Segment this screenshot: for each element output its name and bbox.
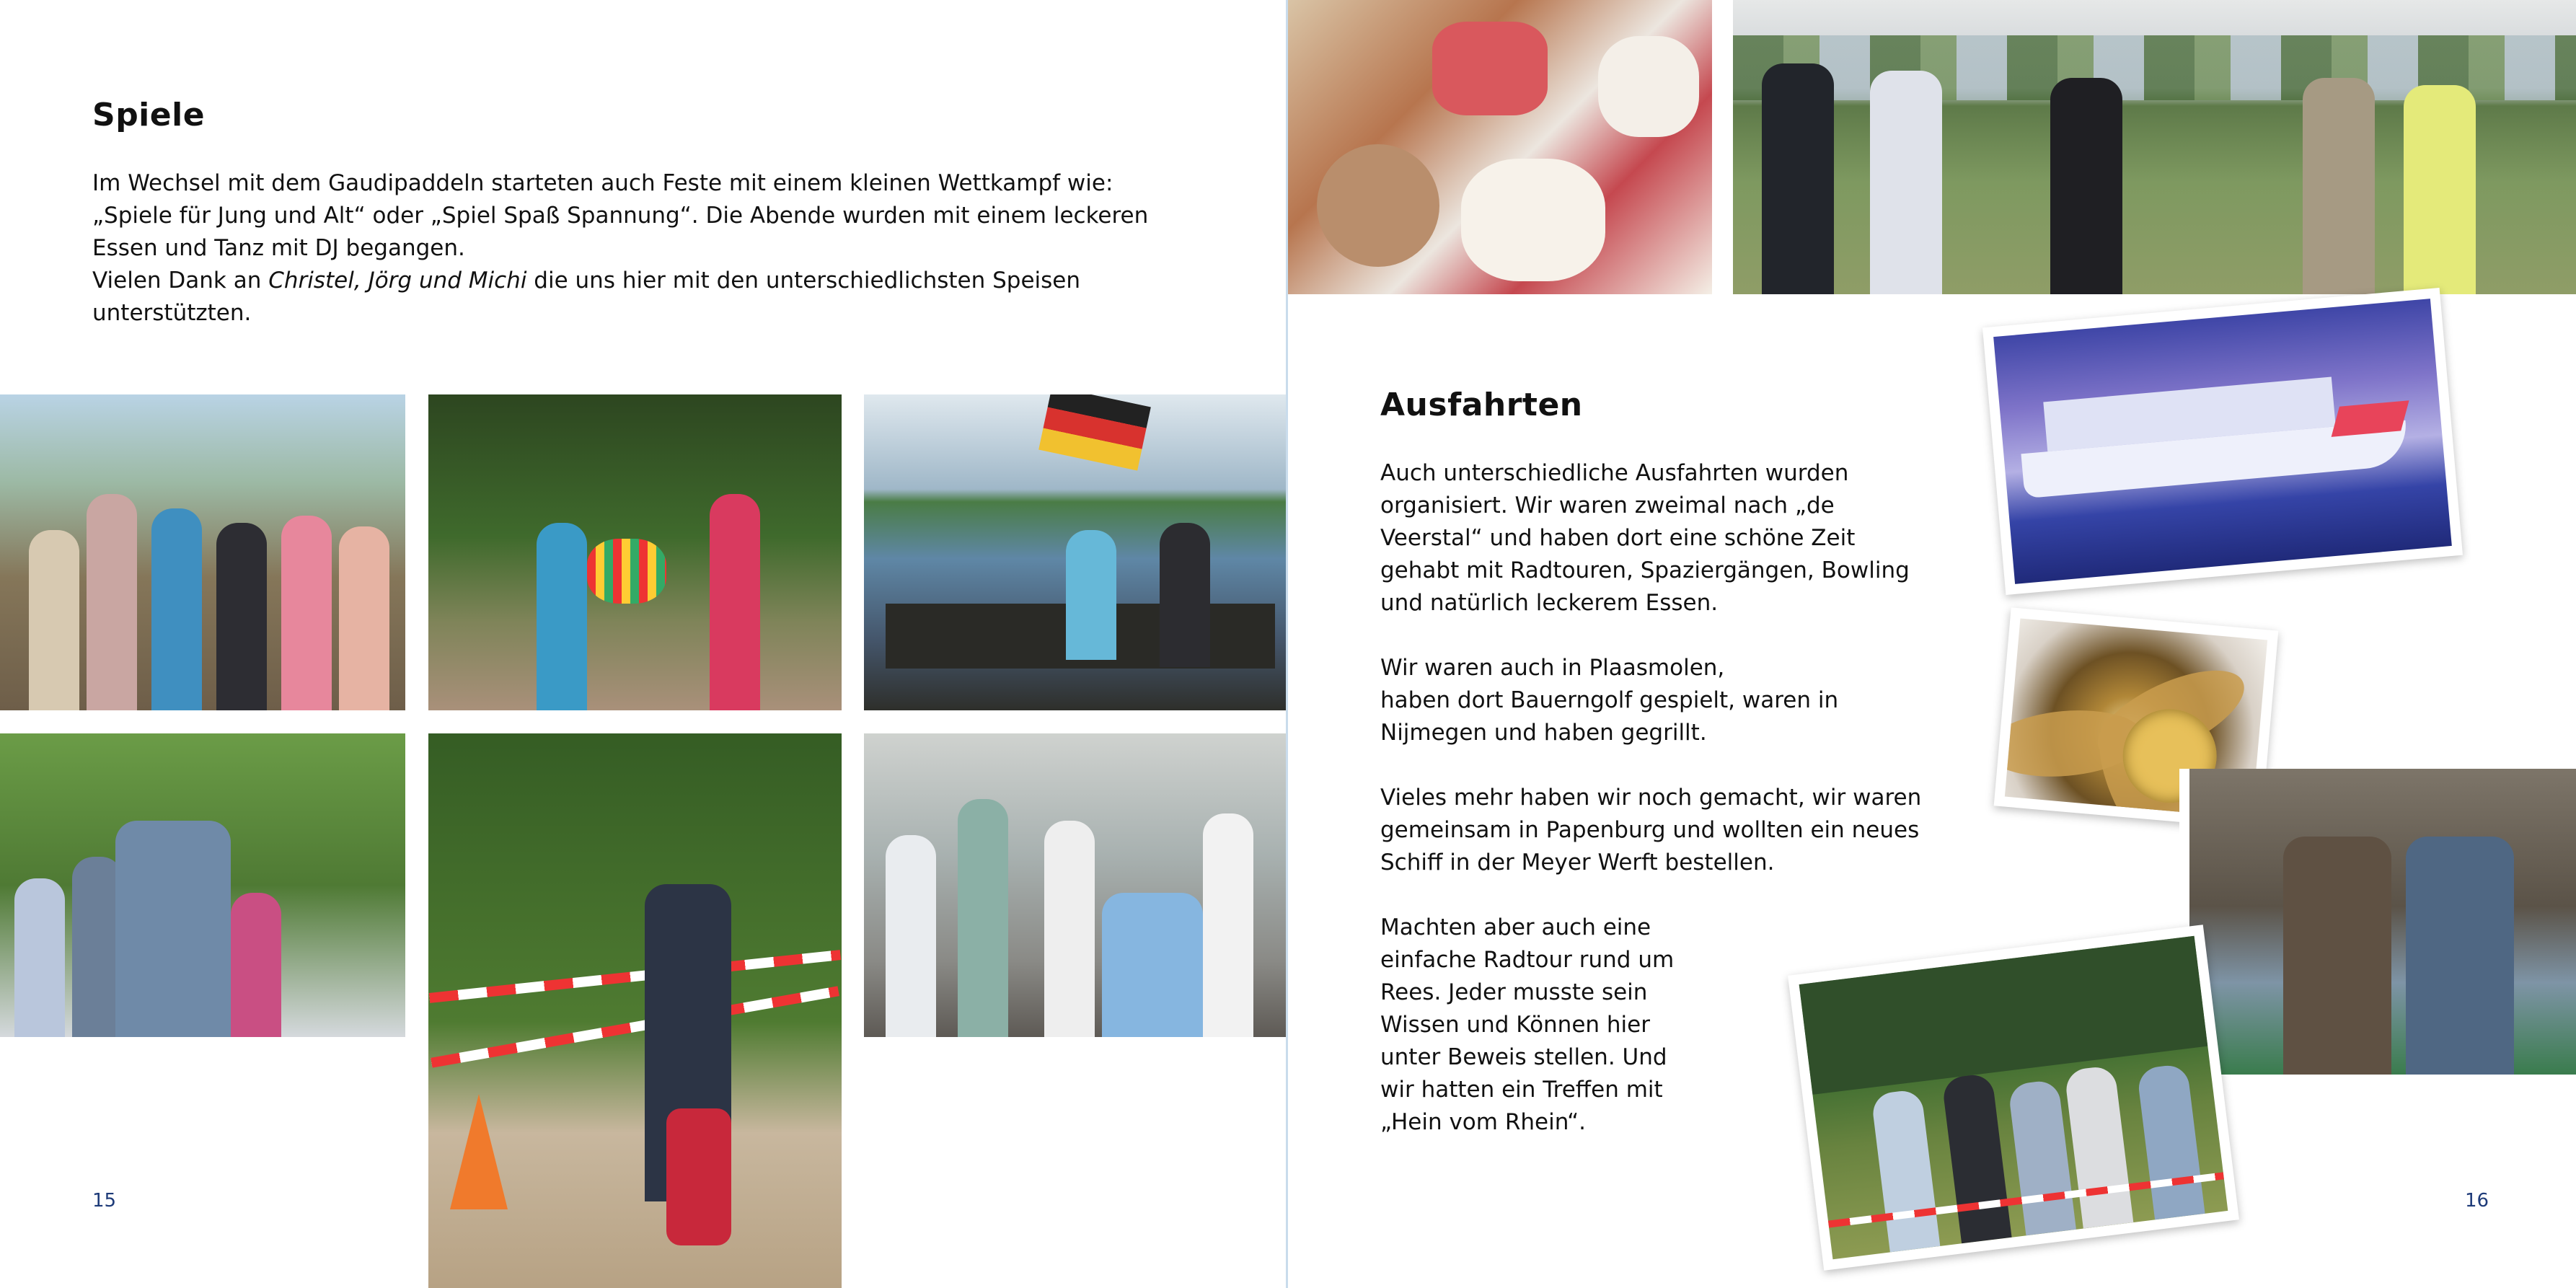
text-line: Wissen und Können hier [1380, 1012, 1650, 1038]
paragraph-plaasmolen [1380, 652, 1957, 749]
section-heading-ausfahrten: Ausfahrten [1380, 387, 1583, 423]
right-page [1288, 0, 2576, 1288]
photo-group-indoor [864, 733, 1288, 1037]
text-line: organisiert. Wir waren zweimal nach „de [1380, 493, 1835, 519]
text-line: gehabt mit Radtouren, Spaziergängen, Bowling [1380, 557, 1910, 583]
photo-group-field [1733, 0, 2576, 294]
thanks-prefix: Vielen Dank an [92, 268, 269, 294]
text-line: gemeinsam in Papenburg und wollten ein neues [1380, 817, 1920, 843]
photo-group-party-hats [0, 394, 405, 710]
text-line: Schiff in der Meyer Werft bestellen. [1380, 850, 1775, 875]
text-line: unter Beweis stellen. Und [1380, 1044, 1667, 1070]
paragraph-papenburg [1380, 782, 1957, 879]
thanks-line [92, 265, 1203, 297]
text-line: unterstützten. [92, 300, 252, 326]
photo-cruise-ship [1982, 288, 2463, 595]
photo-bauerngolf-lawn [1788, 925, 2239, 1271]
thanks-suffix: die uns hier mit den unterschiedlichsten Speisen [526, 268, 1081, 294]
section-heading-spiele: Spiele [92, 97, 206, 133]
thanks-names: Christel, Jörg und Michi [268, 268, 527, 294]
spiele-text [92, 167, 1203, 330]
text-line: Veerstal“ und haben dort eine schöne Zeit [1380, 525, 1856, 551]
text-line: Wir waren auch in Plaasmolen, [1380, 655, 1725, 681]
radtour-text [1380, 912, 1690, 1139]
text-line: Machten aber auch eine [1380, 914, 1651, 940]
photo-hein-vom-rhein [2179, 769, 2576, 1075]
text-line: haben dort Bauerngolf gespielt, waren in [1380, 687, 1839, 713]
paragraph-veerstal [1380, 457, 1957, 619]
text-line: „Spiele für Jung und Alt“ oder „Spiel Spaß Spannung“. Die Abende wurden mit einem leckeren [92, 203, 1149, 229]
text-line: und natürlich leckerem Essen. [1380, 590, 1719, 616]
text-line: wir hatten ein Treffen mit [1380, 1077, 1663, 1103]
photo-ice-cream-cakes [1288, 0, 1712, 294]
text-line: Essen und Tanz mit DJ begangen. [92, 235, 465, 261]
ausfahrten-text [1380, 457, 1957, 879]
text-line: Im Wechsel mit dem Gaudipaddeln starteten auch Feste mit einem kleinen Wettkampf wie: [92, 170, 1113, 196]
photo-game-ball [428, 394, 842, 710]
photo-party-hats-garden [0, 733, 405, 1037]
photo-river-raft [864, 394, 1288, 710]
text-line: Vieles mehr haben wir noch gemacht, wir waren [1380, 785, 1922, 811]
photo-bike-race [428, 733, 842, 1288]
text-line: Rees. Jeder musste sein [1380, 979, 1648, 1005]
text-line: „Hein vom Rhein“. [1380, 1109, 1586, 1135]
page-number-left: 15 [92, 1190, 117, 1212]
text-line: Auch unterschiedliche Ausfahrten wurden [1380, 460, 1849, 486]
page-number-right: 16 [2465, 1190, 2489, 1212]
text-line: einfache Radtour rund um [1380, 947, 1675, 973]
text-line: Nijmegen und haben gegrillt. [1380, 720, 1707, 746]
